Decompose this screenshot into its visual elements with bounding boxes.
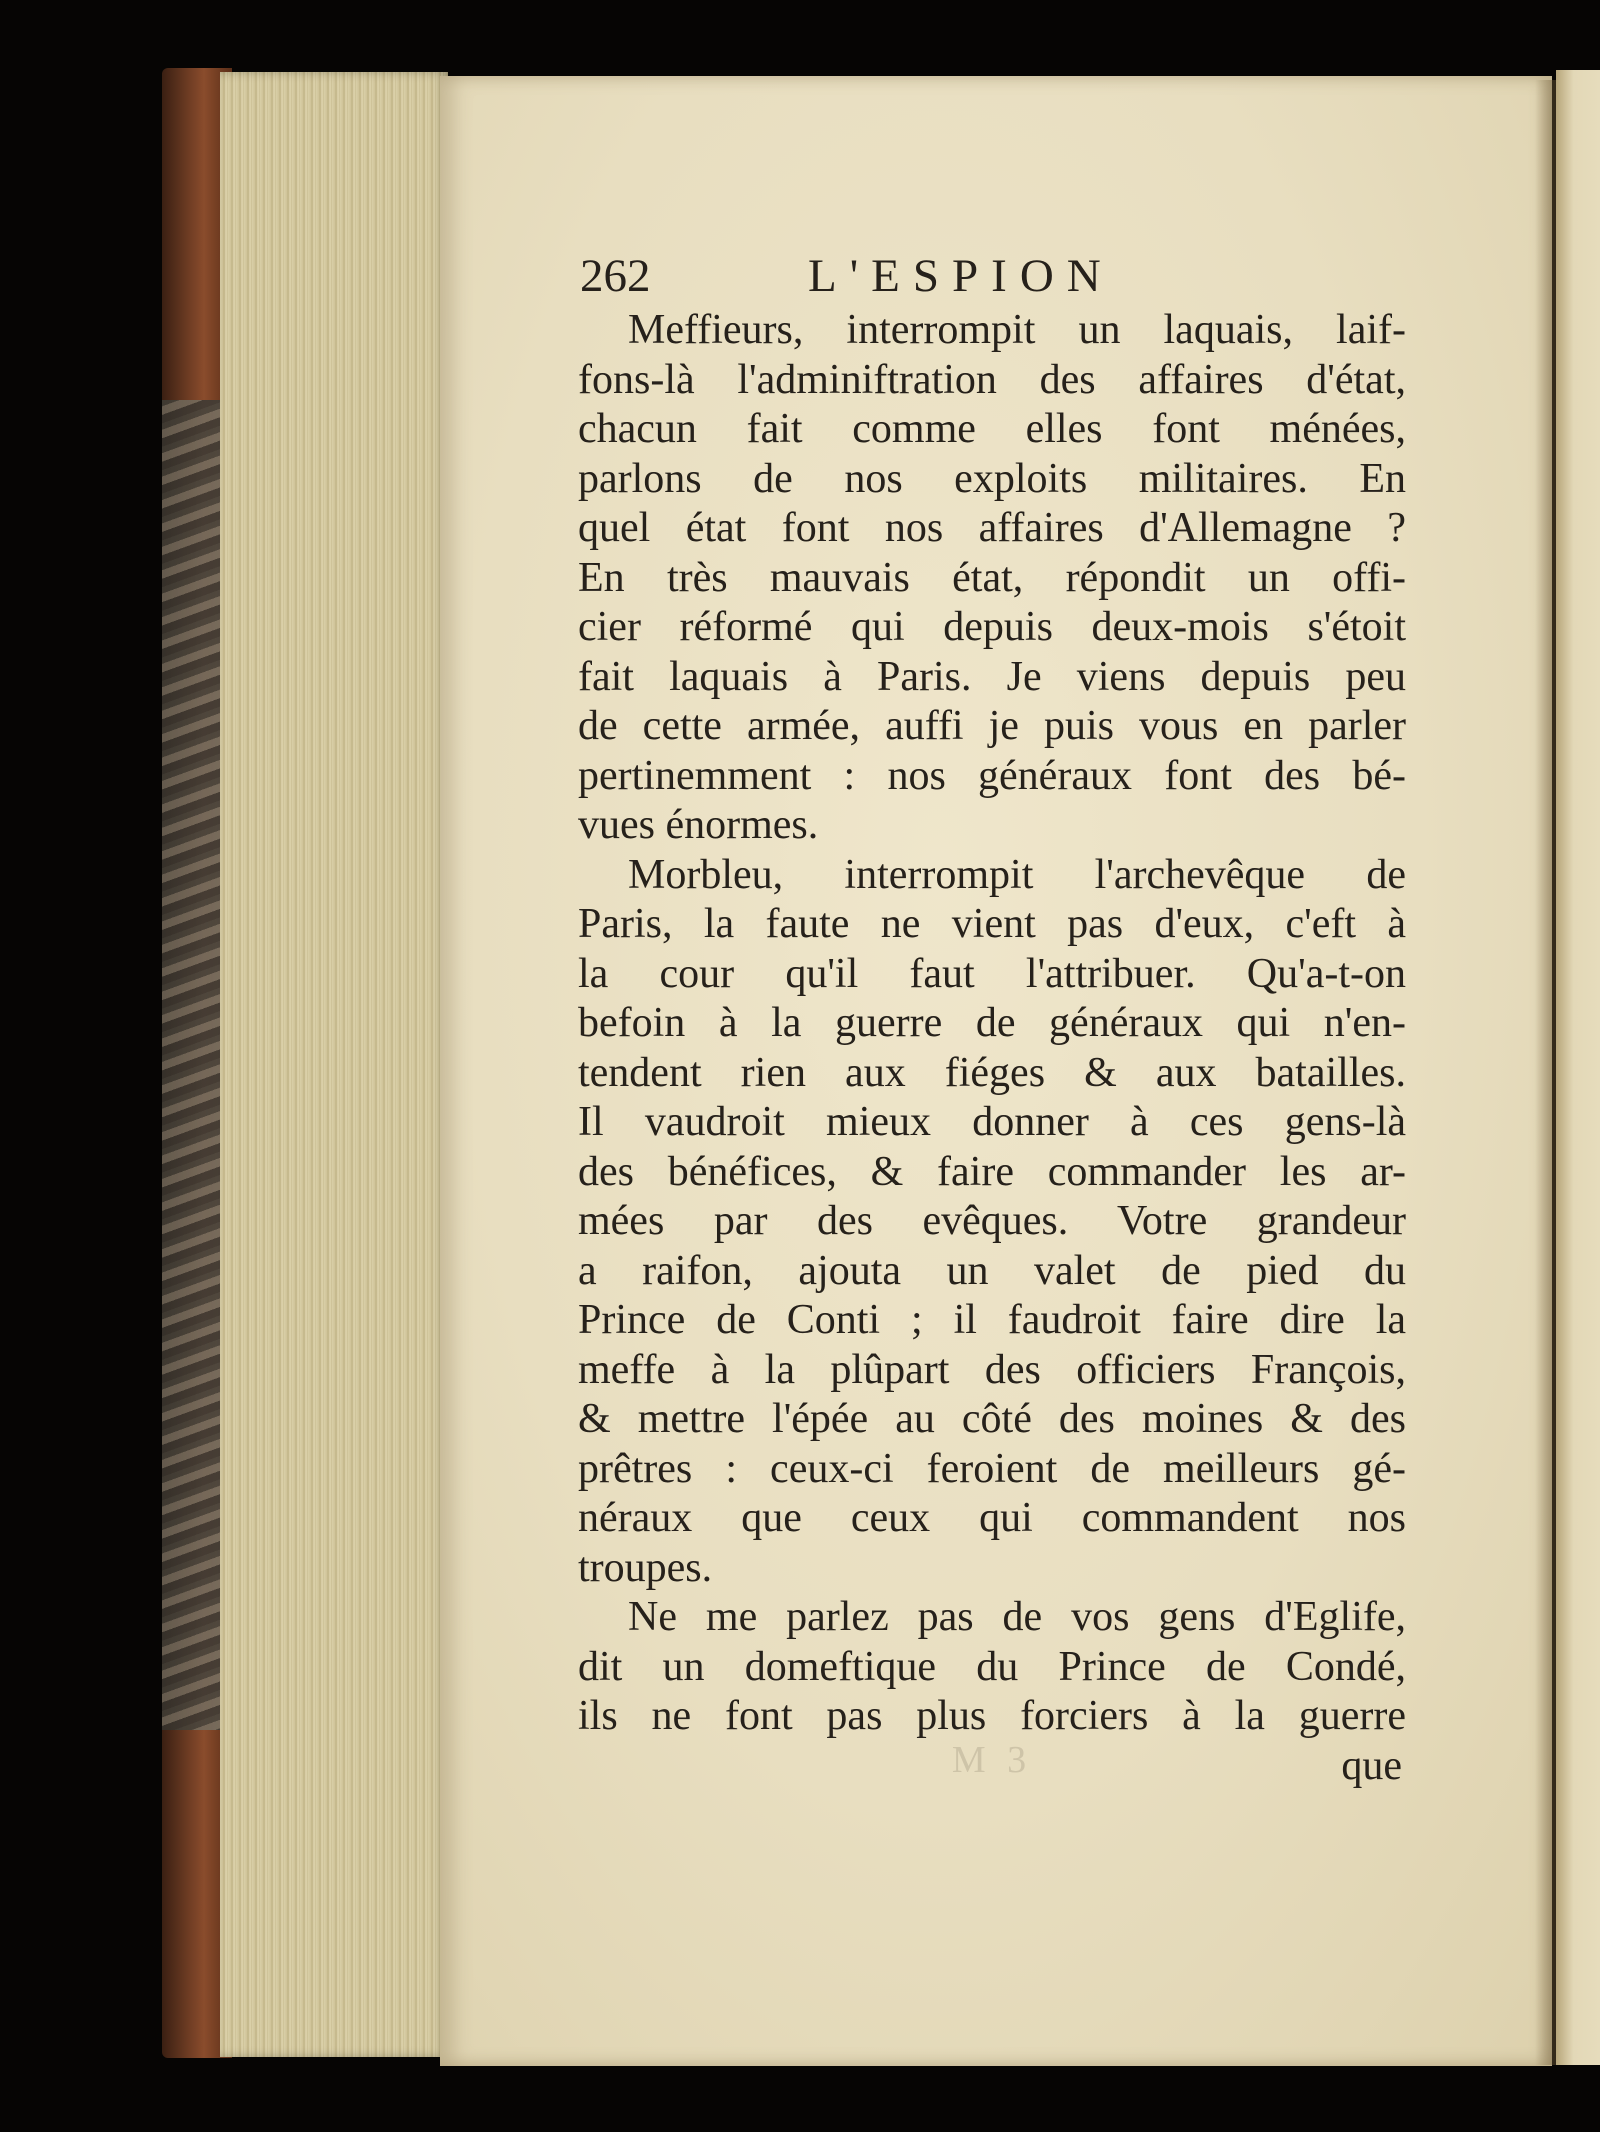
text-line: & mettre l'épée au côté des moines & des bbox=[578, 1396, 1406, 1442]
text-line: quel état font nos affaires d'Allemagne ? bbox=[578, 505, 1406, 551]
text-line: cier réformé qui depuis deux-mois s'étoit bbox=[578, 604, 1406, 650]
page-header bbox=[578, 246, 1406, 306]
text-line: a raifon, ajouta un valet de pied du bbox=[578, 1247, 1406, 1294]
text-line: tendent rien aux fiéges & aux batailles. bbox=[578, 1049, 1406, 1096]
text-line: dit un domeftique du Prince de Condé, bbox=[578, 1643, 1406, 1690]
page-text-block bbox=[578, 246, 1406, 1791]
catchword: que bbox=[1341, 1742, 1402, 1789]
facing-page-edge bbox=[1556, 70, 1600, 2065]
text-line: Paris, la faute ne vient pas d'eux, c'eft à bbox=[578, 901, 1406, 947]
text-line: parlons de nos exploits militaires. En bbox=[578, 455, 1406, 502]
text-line: Ne me parlez pas de vos gens d'Eglife, bbox=[628, 1594, 1406, 1640]
page-footer bbox=[578, 1738, 1406, 1792]
running-title: L'ESPION bbox=[808, 250, 1114, 302]
text-line: Prince de Conti ; il faudroit faire dire la bbox=[578, 1297, 1406, 1343]
text-line: Il vaudroit mieux donner à ces gens-là bbox=[578, 1099, 1406, 1145]
text-line: néraux que ceux qui commandent nos bbox=[578, 1495, 1406, 1541]
text-line: troupes. bbox=[578, 1544, 713, 1591]
text-line: de cette armée, auffi je puis vous en parler bbox=[578, 703, 1406, 749]
page-block-edges bbox=[220, 72, 448, 2057]
text-line: fait laquais à Paris. Je viens depuis peu bbox=[578, 653, 1406, 700]
text-line: En très mauvais état, répondit un offi- bbox=[578, 554, 1406, 601]
text-line: la cour qu'il faut l'attribuer. Qu'a-t-on bbox=[578, 950, 1406, 997]
marbled-edge bbox=[162, 400, 222, 1730]
text-line: ils ne font pas plus forciers à la guerre bbox=[578, 1693, 1406, 1739]
text-line: fons-là l'adminiftration des affaires d'état, bbox=[578, 356, 1406, 403]
show-through-signature: M 3 bbox=[951, 1738, 1033, 1781]
text-line: Meffieurs, interrompit un laquais, laif- bbox=[628, 307, 1406, 353]
text-line: meffe à la plûpart des officiers François, bbox=[578, 1346, 1406, 1393]
text-line: mées par des evêques. Votre grandeur bbox=[578, 1198, 1406, 1244]
text-line: prêtres : ceux-ci feroient de meilleurs gé- bbox=[578, 1445, 1406, 1492]
text-line: vues énormes. bbox=[578, 802, 819, 848]
text-line: Morbleu, interrompit l'archevêque de bbox=[628, 851, 1406, 898]
text-line: befoin à la guerre de généraux qui n'en- bbox=[578, 1000, 1406, 1046]
text-line: pertinemment : nos généraux font des bé- bbox=[578, 752, 1406, 799]
page-number: 262 bbox=[580, 250, 651, 302]
text-line: des bénéfices, & faire commander les ar- bbox=[578, 1148, 1406, 1195]
text-line: chacun fait comme elles font ménées, bbox=[578, 406, 1406, 452]
